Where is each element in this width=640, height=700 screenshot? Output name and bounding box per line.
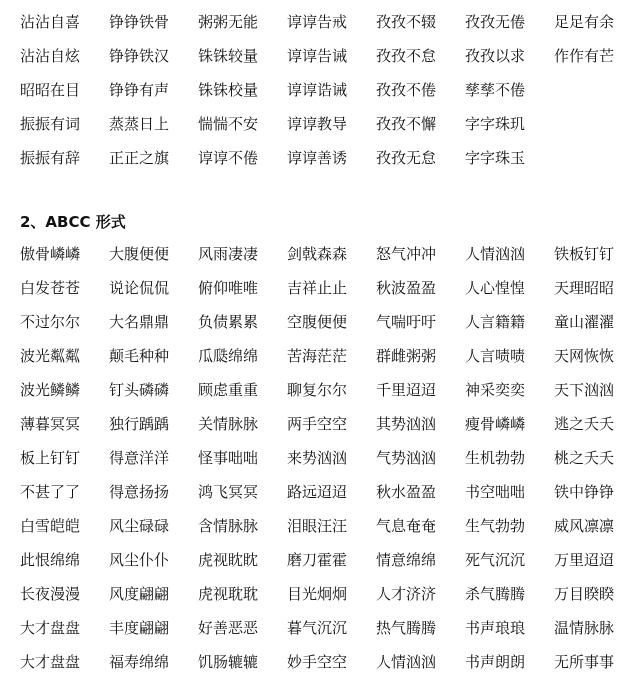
idiom-cell: 丰度翩翩	[109, 619, 170, 637]
idiom-cell: 人才济济	[376, 585, 437, 603]
idiom-cell: 孜孜不怠	[376, 47, 437, 65]
idiom-cell: 孜孜不懈	[376, 115, 437, 133]
idiom-cell: 福寿绵绵	[109, 653, 170, 671]
idiom-cell: 傲骨嶙嶙	[20, 245, 81, 263]
idiom-cell: 说论侃侃	[109, 279, 170, 297]
idiom-cell: 聊复尔尔	[287, 381, 348, 399]
idiom-cell: 孜孜以求	[465, 47, 526, 65]
idiom-cell: 虎视耽耽	[198, 585, 259, 603]
idiom-cell: 情意绵绵	[376, 551, 437, 569]
idiom-cell: 含情脉脉	[198, 517, 259, 535]
idiom-cell: 孜孜不辍	[376, 13, 437, 31]
idiom-cell: 瓜瓞绵绵	[198, 347, 259, 365]
idiom-cell: 瘦骨嶙嶙	[465, 415, 526, 433]
idiom-cell: 颠毛种种	[109, 347, 170, 365]
idiom-cell: 路远迢迢	[287, 483, 348, 501]
idiom-cell: 孳孳不倦	[465, 81, 526, 99]
idiom-cell: 人情汹汹	[376, 653, 437, 671]
idiom-cell: 妙手空空	[287, 653, 348, 671]
idiom-cell: 风雨凄凄	[198, 245, 259, 263]
idiom-cell: 两手空空	[287, 415, 348, 433]
idiom-cell: 振振有词	[20, 115, 81, 133]
idiom-cell: 铮铮铁汉	[109, 47, 170, 65]
idiom-cell: 负债累累	[198, 313, 259, 331]
idiom-cell: 板上钉钉	[20, 449, 81, 467]
idiom-cell: 作作有芒	[554, 47, 615, 65]
idiom-cell: 风度翩翩	[109, 585, 170, 603]
idiom-cell: 万里迢迢	[554, 551, 615, 569]
idiom-cell: 不过尔尔	[20, 313, 81, 331]
idiom-cell: 不甚了了	[20, 483, 81, 501]
idiom-cell: 人言籍籍	[465, 313, 526, 331]
idiom-cell: 人情汹汹	[465, 245, 526, 263]
idiom-cell: 人言啧啧	[465, 347, 526, 365]
idiom-cell: 谆谆教导	[287, 115, 348, 133]
idiom-cell: 沾沾自喜	[20, 13, 81, 31]
idiom-cell: 铢铢校量	[198, 81, 259, 99]
idiom-cell: 书声朗朗	[465, 653, 526, 671]
idiom-cell: 波光鳞鳞	[20, 381, 81, 399]
section-heading-abcc: 2、ABCC 形式	[20, 213, 126, 231]
idiom-cell: 独行踽踽	[109, 415, 170, 433]
idiom-cell: 风尘仆仆	[109, 551, 170, 569]
idiom-cell: 秋波盈盈	[376, 279, 437, 297]
idiom-cell: 得意扬扬	[109, 483, 170, 501]
idiom-cell: 此恨绵绵	[20, 551, 81, 569]
idiom-cell: 字字珠玑	[465, 115, 526, 133]
idiom-cell	[554, 80, 640, 114]
idiom-cell: 鸿飞冥冥	[198, 483, 259, 501]
idiom-cell	[554, 114, 640, 148]
idiom-cell: 生机勃勃	[465, 449, 526, 467]
idiom-cell: 气息奄奄	[376, 517, 437, 535]
idiom-cell: 正正之旗	[109, 149, 170, 167]
idiom-cell: 白雪皑皑	[20, 517, 81, 535]
idiom-cell: 秋水盈盈	[376, 483, 437, 501]
idiom-cell: 孜孜不倦	[376, 81, 437, 99]
idiom-cell: 泪眼汪汪	[287, 517, 348, 535]
idiom-cell: 铁中铮铮	[554, 483, 615, 501]
idiom-cell: 磨刀霍霍	[287, 551, 348, 569]
idiom-cell: 谆谆告诫	[287, 47, 348, 65]
idiom-cell: 天理昭昭	[554, 279, 615, 297]
idiom-cell: 谆谆不倦	[198, 149, 259, 167]
idiom-cell: 吉祥止止	[287, 279, 348, 297]
idiom-cell: 薄暮冥冥	[20, 415, 81, 433]
idiom-cell: 沾沾自炫	[20, 47, 81, 65]
idiom-cell: 惴惴不安	[198, 115, 259, 133]
idiom-cell: 好善恶恶	[198, 619, 259, 637]
idiom-cell: 怒气冲冲	[376, 245, 437, 263]
idiom-cell: 得意洋洋	[109, 449, 170, 467]
idiom-cell: 饥肠辘辘	[198, 653, 259, 671]
idiom-grid-abcc	[20, 244, 640, 686]
idiom-cell: 目光炯炯	[287, 585, 348, 603]
idiom-cell: 蒸蒸日上	[109, 115, 170, 133]
idiom-cell: 昭昭在目	[20, 81, 81, 99]
idiom-cell: 波光粼粼	[20, 347, 81, 365]
idiom-cell: 来势汹汹	[287, 449, 348, 467]
idiom-cell: 白发苍苍	[20, 279, 81, 297]
idiom-cell	[554, 148, 640, 182]
idiom-cell: 书声琅琅	[465, 619, 526, 637]
idiom-grid-top	[20, 12, 640, 182]
idiom-cell: 威风凛凛	[554, 517, 615, 535]
idiom-cell: 足足有余	[554, 13, 615, 31]
idiom-cell: 谆谆告戒	[287, 13, 348, 31]
idiom-cell: 热气腾腾	[376, 619, 437, 637]
idiom-cell: 神采奕奕	[465, 381, 526, 399]
idiom-cell: 空腹便便	[287, 313, 348, 331]
idiom-cell: 暮气沉沉	[287, 619, 348, 637]
idiom-cell: 铢铢较量	[198, 47, 259, 65]
idiom-cell: 大才盘盘	[20, 619, 81, 637]
idiom-cell: 死气沉沉	[465, 551, 526, 569]
idiom-cell: 粥粥无能	[198, 13, 259, 31]
idiom-cell: 气喘吁吁	[376, 313, 437, 331]
idiom-cell: 谆谆诰诫	[287, 81, 348, 99]
idiom-cell: 铁板钉钉	[554, 245, 615, 263]
idiom-cell: 孜孜无倦	[465, 13, 526, 31]
idiom-cell: 生气勃勃	[465, 517, 526, 535]
idiom-cell: 人心惶惶	[465, 279, 526, 297]
idiom-cell: 字字珠玉	[465, 149, 526, 167]
idiom-cell: 无所事事	[554, 653, 615, 671]
idiom-cell: 温情脉脉	[554, 619, 615, 637]
idiom-cell: 桃之夭夭	[554, 449, 615, 467]
idiom-cell: 大名鼎鼎	[109, 313, 170, 331]
idiom-cell: 天下汹汹	[554, 381, 615, 399]
idiom-cell: 童山濯濯	[554, 313, 615, 331]
idiom-cell: 顾虑重重	[198, 381, 259, 399]
idiom-cell: 铮铮铁骨	[109, 13, 170, 31]
idiom-cell: 其势汹汹	[376, 415, 437, 433]
idiom-cell: 铮铮有声	[109, 81, 170, 99]
idiom-cell: 书空咄咄	[465, 483, 526, 501]
idiom-cell: 大腹便便	[109, 245, 170, 263]
idiom-cell: 虎视眈眈	[198, 551, 259, 569]
idiom-cell: 苦海茫茫	[287, 347, 348, 365]
idiom-cell: 长夜漫漫	[20, 585, 81, 603]
idiom-cell: 杀气腾腾	[465, 585, 526, 603]
idiom-cell: 风尘碌碌	[109, 517, 170, 535]
idiom-cell: 群雌粥粥	[376, 347, 437, 365]
idiom-cell: 振振有辞	[20, 149, 81, 167]
idiom-cell: 气势汹汹	[376, 449, 437, 467]
idiom-cell: 钉头磷磷	[109, 381, 170, 399]
idiom-cell: 俯仰唯唯	[198, 279, 259, 297]
idiom-cell: 千里迢迢	[376, 381, 437, 399]
idiom-cell: 剑戟森森	[287, 245, 348, 263]
idiom-cell: 天网恢恢	[554, 347, 615, 365]
idiom-cell: 孜孜无怠	[376, 149, 437, 167]
idiom-cell: 关情脉脉	[198, 415, 259, 433]
idiom-cell: 大才盘盘	[20, 653, 81, 671]
idiom-cell: 谆谆善诱	[287, 149, 348, 167]
idiom-cell: 怪事咄咄	[198, 449, 259, 467]
idiom-cell: 逃之夭夭	[554, 415, 615, 433]
idiom-cell: 万目睽睽	[554, 585, 615, 603]
